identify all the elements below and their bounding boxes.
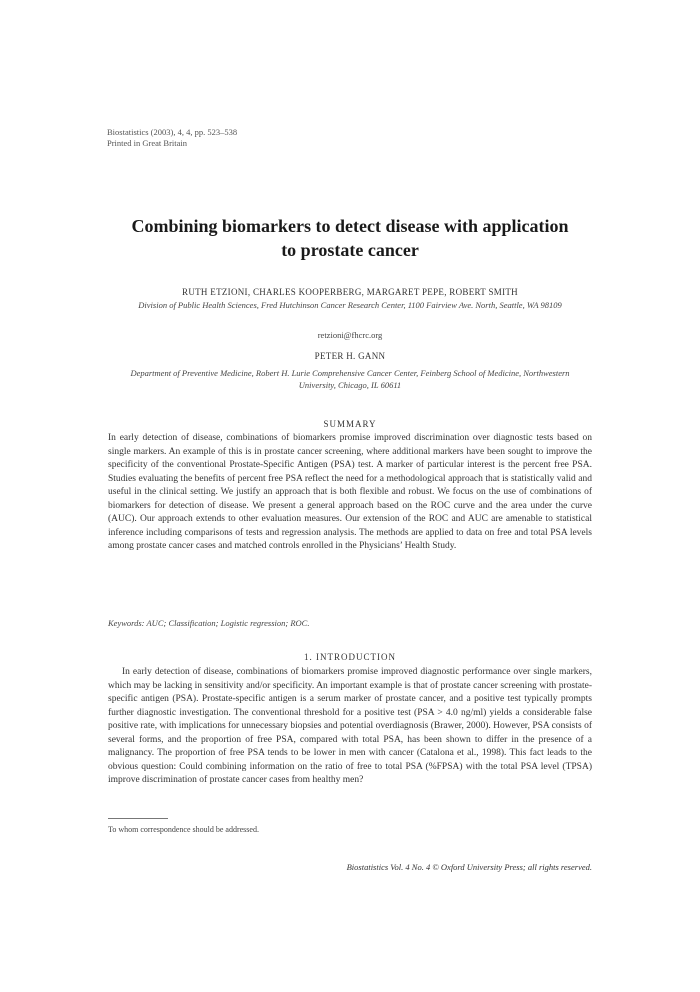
keywords: Keywords: AUC; Classification; Logistic regression; ROC. xyxy=(108,618,310,628)
journal-header xyxy=(107,127,237,149)
abstract-text: In early detection of disease, combinations of biomarkers promise improved discrimination over diagnostic tests based on single markers. An example of this is in prostate cancer screening, where additional markers have been sought to improve the specificity of the conventional Prostate-Specific Antigen (PSA) test. A marker of particular interest is the percent free PSA. Studies evaluating the benefits of percent free PSA reflect the need for a methodological approach that is statistically valid and useful in the clinical setting. We justify an approach that is both flexible and robust. We focus on the use of combinations of biomarkers for detection of disease. We present a general approach based on the ROC curve and the area under the curve (AUC). Our approach extends to other evaluation measures. Our extension of the ROC and AUC are amenable to statistical inference including comparisons of tests and regression analysis. The methods are applied to data on free and total PSA levels among prostate cancer cases and matched controls enrolled in the Physicians’ Health Study. xyxy=(108,433,592,551)
footnote: To whom correspondence should be addressed. xyxy=(108,825,259,834)
footnote-divider xyxy=(108,818,168,819)
journal-category: Printed in Great Britain xyxy=(107,138,188,148)
paper-title: Combining biomarkers to detect disease with application to prostate cancer xyxy=(131,216,569,260)
copyright-notice: Biostatistics Vol. 4 No. 4 © Oxford University Press; all rights reserved. xyxy=(346,862,592,872)
abstract-heading: SUMMARY xyxy=(323,419,377,429)
author-list: RUTH ETZIONI, CHARLES KOOPERBERG, MARGARET PEPE, ROBERT SMITH xyxy=(182,287,518,297)
author-affiliation: Division of Public Health Sciences, Fred Hutchinson Cancer Research Center, 1100 Fairview Ave. North, Seattle, WA 98109 xyxy=(138,300,562,310)
introduction-heading: 1. INTRODUCTION xyxy=(304,652,396,662)
second-author-affiliation: Department of Preventive Medicine, Robert H. Lurie Comprehensive Cancer Center, Feinberg School of Medicine, Northwestern University, Chicago, IL 60611 xyxy=(130,368,570,390)
journal-line: Biostatistics (2003), 4, 4, pp. 523–538 xyxy=(107,127,238,137)
second-author: PETER H. GANN xyxy=(314,351,386,361)
introduction-text: In early detection of disease, combinations of biomarkers promise improved diagnostic performance over single markers, which may be lacking in sensitivity and/or specificity. An important example is that of prostate cancer screening with prostate-specific antigen (PSA). Prostate-specific antigen is a serum marker of prostate cancer, and a positive test typically prompts further diagnostic investigation. The conventional threshold for a positive test (PSA > 4.0 ng/ml) yields a considerable false positive rate, with implications for unnecessary biopsies and potential overdiagnosis (Brawer, 2000). However, PSA consists of several forms, and the proportion of free PSA, compared with total PSA, has been shown to differ in the presence of a malignancy. The proportion of free PSA tends to be lower in men with cancer (Catalona et al., 1998). This fact leads to the obvious question: Could combining information on the ratio of free to total PSA (%FPSA) with the total PSA level (TPSA) improve discrimination of prostate cancer cases from healthy men? xyxy=(108,667,592,785)
author-email: retzioni@fhcrc.org xyxy=(317,330,383,340)
